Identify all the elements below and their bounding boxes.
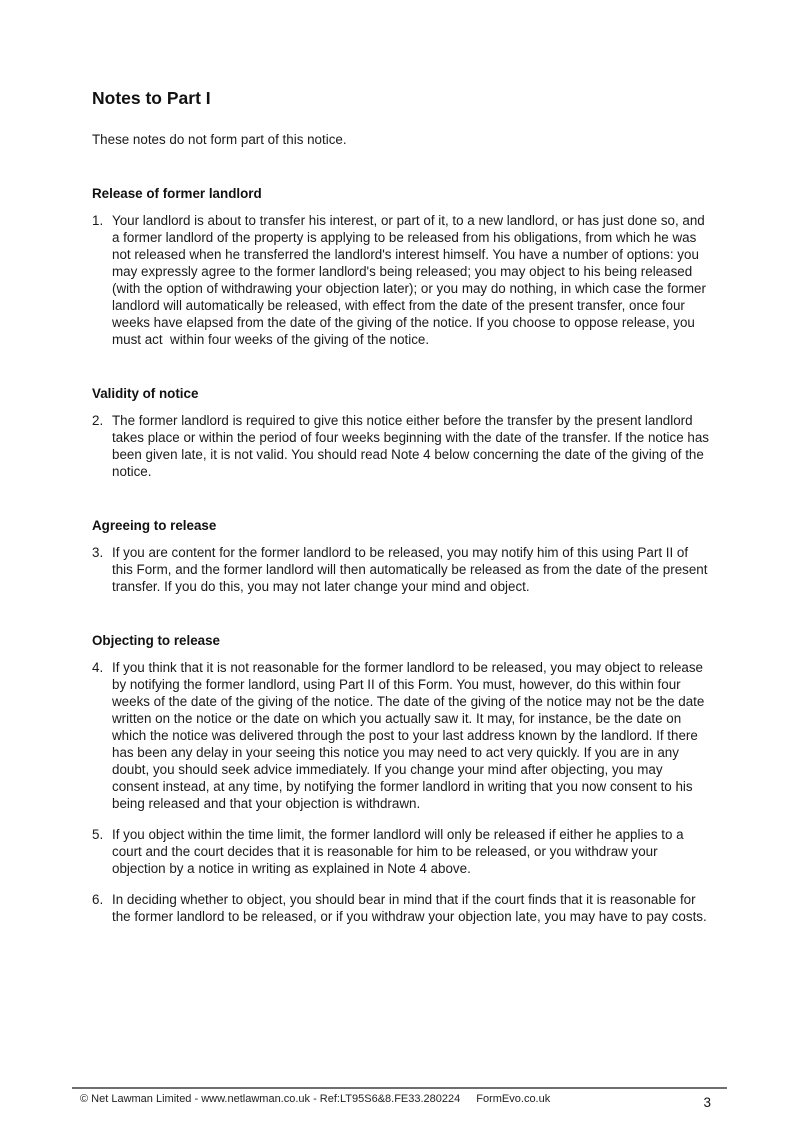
note-number: 5. [92, 827, 104, 842]
section-heading: Release of former landlord [92, 186, 262, 201]
footer-row [72, 1089, 727, 1106]
section-agreeing-to-release [92, 517, 714, 595]
note-text: If you object within the time limit, the former landlord will only be released if either he applies to a court and the court decides that it is reasonable for him to be released, or you withdraw your objection by a notice in writing as explained in Note 4 above. [112, 827, 688, 876]
note-number: 3. [92, 545, 104, 560]
note-number: 2. [92, 413, 104, 428]
section-objecting-to-release [92, 632, 714, 925]
note-item [92, 826, 714, 877]
note-number: 1. [92, 213, 104, 228]
note-text: Your landlord is about to transfer his interest, or part of it, to a new landlord, or has just done so, and a former landlord of the property is applying to be released from his obligations, from which he was not released when he transferred the landlord's interest himself. You have a number of options: you may expressly agree to the former landlord's being released; you may object to his being released (with the option of withdrawing your objection later); or you may do nothing, in which case the former landlord will automatically be released, with effect from the date of the present transfer, once four weeks have elapsed from the date of the giving of the notice. If you choose to oppose release, you must act within four weeks of the giving of the notice. [112, 213, 710, 347]
note-text: In deciding whether to object, you should bear in mind that if the court finds that it is reasonable for the former landlord to be released, or if you withdraw your objection late, you may have to pay costs. [112, 892, 707, 924]
note-item [92, 659, 714, 812]
intro-text: These notes do not form part of this notice. [92, 132, 347, 147]
footer [72, 1087, 727, 1110]
section-heading: Agreeing to release [92, 518, 217, 533]
section-heading: Objecting to release [92, 633, 220, 648]
note-text: If you are content for the former landlord to be released, you may notify him of this using Part II of this Form, and the former landlord will then automatically be released as from the date of the present transfer. If you do this, you may not later change your mind and object. [112, 545, 712, 594]
page-number: 3 [703, 1095, 711, 1110]
section-release-of-former-landlord [92, 185, 714, 348]
section-validity-of-notice [92, 385, 714, 480]
note-item [92, 212, 714, 348]
note-item [92, 891, 714, 925]
document-body [92, 88, 714, 939]
footer-copyright: © Net Lawman Limited - www.netlawman.co.uk - Ref:LT95S6&8.FE33.280224 [80, 1093, 461, 1105]
note-item [92, 412, 714, 480]
note-text: The former landlord is required to give this notice either before the transfer by the present landlord takes place or within the period of four weeks beginning with the date of the transfer. If the notice has been given late, it is not valid. You should read Note 4 below concerning the date of the giving of the notice. [112, 413, 713, 479]
section-heading: Validity of notice [92, 386, 199, 401]
note-number: 4. [92, 660, 104, 675]
note-number: 6. [92, 892, 104, 907]
note-item [92, 544, 714, 595]
page-title: Notes to Part I [92, 88, 211, 108]
footer-brand: FormEvo.co.uk [476, 1093, 551, 1105]
note-text: If you think that it is not reasonable for the former landlord to be released, you may object to release by notifying the former landlord, using Part II of this Form. You must, however, do this within four weeks of the date of the giving of the notice. The date of the giving of the notice may not be the date written on the notice or the date on which you actually saw it. It may, for instance, be the date on which the notice was delivered through the post to your last address known by the landlord. If there has been any delay in your seeing this notice you may need to act very quickly. If you are in any doubt, you should seek advice immediately. If you change your mind after objecting, you may consent instead, at any time, by notifying the former landlord in writing that you now consent to his being released and that your objection is withdrawn. [112, 660, 709, 811]
